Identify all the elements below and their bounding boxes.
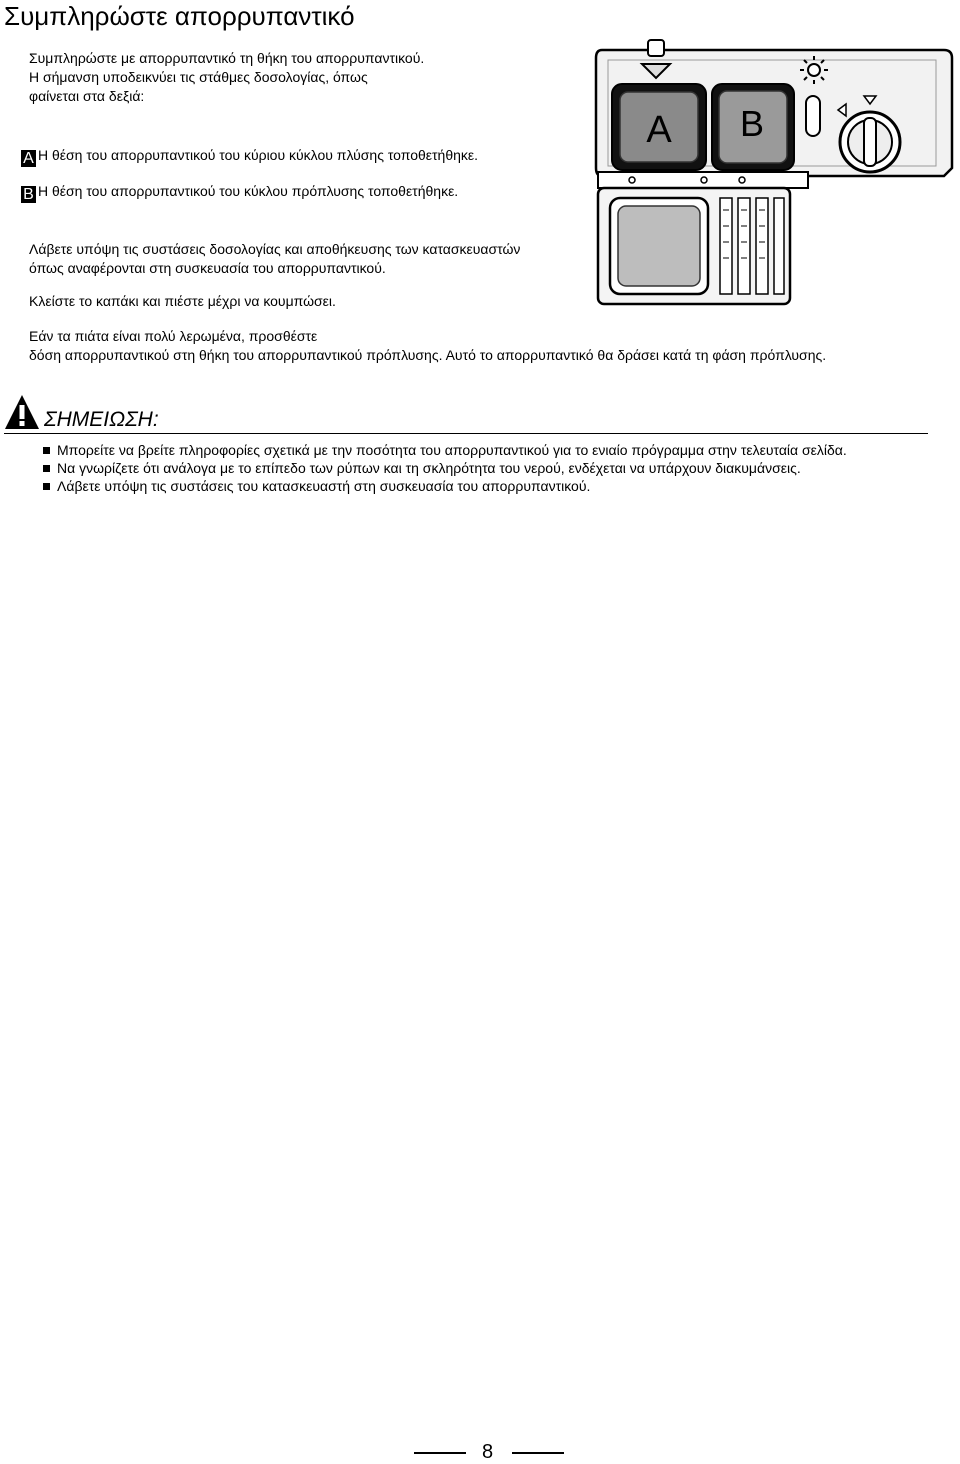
bullet-square-icon	[43, 465, 50, 472]
note-item: Να γνωρίζετε ότι ανάλογα με το επίπεδο των ρύπων και τη σκληρότητα του νερού, ενδέχεται να υπάρχουν διακυμάνσεις.	[43, 459, 847, 477]
detergent-dispenser-diagram	[592, 38, 958, 308]
page-number: 8	[482, 1441, 494, 1463]
label-b-row	[21, 182, 458, 203]
compartment-b-label: B	[739, 103, 765, 144]
opened-lid	[598, 188, 790, 304]
note-list	[43, 441, 847, 495]
close-lid-text: Κλείστε το καπάκι και πιέστε μέχρι να κουμπώσει.	[29, 293, 336, 309]
bullet-square-icon	[43, 483, 50, 490]
footer-rule-left	[414, 1452, 466, 1454]
note-heading-bar	[4, 393, 928, 434]
label-b-badge: B	[21, 186, 36, 203]
intro-line-1: Συμπληρώστε με απορρυπαντικό τη θήκη του απορρυπαντικού.	[29, 50, 425, 66]
label-a-badge: A	[21, 150, 36, 167]
compartment-b	[712, 84, 794, 170]
rinse-aid-level-window	[806, 96, 820, 136]
label-a-row	[21, 146, 478, 167]
note-item: Λάβετε υπόψη τις συστάσεις του κατασκευαστή στη συσκευασία του απορρυπαντικού.	[43, 477, 847, 495]
intro-line-2: Η σήμανση υποδεικνύει τις στάθμες δοσολογίας, όπως	[29, 69, 368, 85]
dosage-line-2: όπως αναφέρονται στη συσκευασία του απορρυπαντικού.	[29, 260, 386, 276]
note-title: ΣΗΜΕΙΩΣΗ:	[44, 408, 159, 431]
intro-line-3: φαίνεται στα δεξιά:	[29, 88, 145, 104]
dirty-dishes-line-2: δόση απορρυπαντικού στη θήκη του απορρυπαντικού πρόπλυσης. Αυτό το απορρυπαντικό θα δράσει κατά τη φάση πρόπλυσης.	[29, 347, 827, 363]
dirty-dishes-line-1: Εάν τα πιάτα είναι πολύ λερωμένα, προσθέστε	[29, 328, 318, 344]
footer-rule-right	[512, 1452, 564, 1454]
note-item: Μπορείτε να βρείτε πληροφορίες σχετικά με την ποσότητα του απορρυπαντικού για το ενιαίο πρόγραμμα στην τελευταία σελίδα.	[43, 441, 847, 459]
dosage-line-1: Λάβετε υπόψη τις συστάσεις δοσολογίας και αποθήκευσης των κατασκευαστών	[29, 241, 521, 257]
bullet-square-icon	[43, 447, 50, 454]
label-b-text: Η θέση του απορρυπαντικού του κύκλου πρόπλυσης τοποθετήθηκε.	[38, 183, 459, 199]
compartment-a-label: A	[646, 109, 672, 151]
page-title: Συμπληρώστε απορρυπαντικό	[4, 1, 355, 31]
warning-icon	[4, 393, 40, 431]
label-a-text: Η θέση του απορρυπαντικού του κύριου κύκλου πλύσης τοποθετήθηκε.	[38, 147, 479, 163]
compartment-a	[612, 84, 706, 170]
